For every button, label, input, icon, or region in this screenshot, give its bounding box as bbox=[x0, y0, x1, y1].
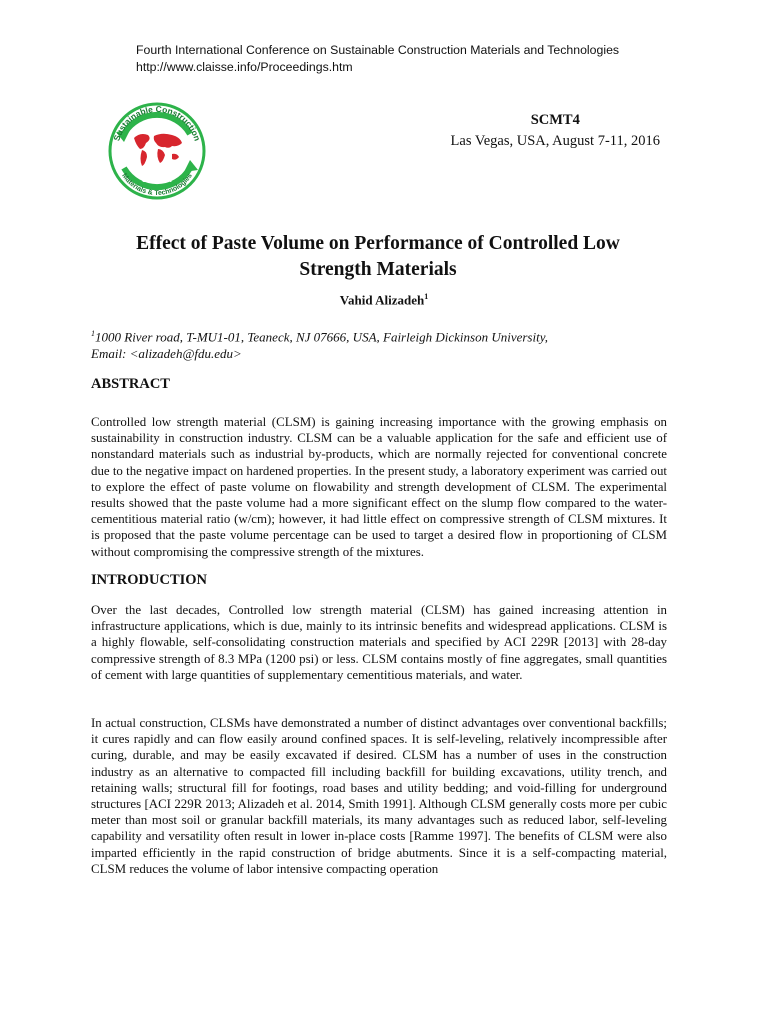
affiliation-address: 1000 River road, T-MU1-01, Teaneck, NJ 07666, USA, Fairleigh Dickinson University, bbox=[95, 329, 549, 345]
venue-location-date: Las Vegas, USA, August 7-11, 2016 bbox=[450, 133, 660, 149]
affiliation-marker: 1 bbox=[91, 329, 95, 338]
author-name bbox=[0, 292, 768, 308]
world-map-icon bbox=[134, 134, 182, 166]
venue-block bbox=[451, 111, 660, 151]
logo-bottom-text: Materials & Technologies bbox=[120, 172, 194, 198]
conference-code: SCMT4 bbox=[530, 112, 580, 128]
logo-top-text: Sustainable Construction bbox=[111, 103, 203, 143]
logo-emblem bbox=[104, 98, 210, 204]
introduction-heading: INTRODUCTION bbox=[91, 572, 208, 588]
paper-title: Effect of Paste Volume on Performance of Controlled Low Strength Materials bbox=[136, 233, 620, 280]
affiliation-email: Email: <alizadeh@fdu.edu> bbox=[91, 346, 242, 362]
logo-letters: SCMT4 bbox=[141, 174, 173, 184]
affiliation bbox=[91, 325, 548, 362]
introduction-paragraph-1: Over the last decades, Controlled low strength material (CLSM) has gained increasing attention in infrastructure applications, which is due, mainly to its intrinsic benefits and widespread applications. CLSM is a highly flowable, self-consolidating construction materials and specified by ACI 229R [2013] with 28-day compressive strength of 8.3 MPa (1200 psi) or less. CLSM contains mostly of fine aggregates, small quantities of cement with large quantities of supplementary cementitious materials, and water. bbox=[91, 603, 667, 682]
introduction-paragraph-2: In actual construction, CLSMs have demonstrated a number of distinct advantages over conventional backfills; it cures rapidly and can flow easily around confined spaces. It is self-leveling, relatively incompressible after curing, durable, and may be easily excavated if desired. CLSM has a number of uses in the construction industry as an alternative to compacted fill including backfill for building excavations, utility trench, and retaining walls; structural fill for footings, road bases and utility bedding; and void-filling for underground structures [ACI 229R 2013; Alizadeh et al. 2014, Smith 1991]. Although CLSM generally costs more per cubic meter than most soil or granular backfill materials, its many advantages such as reduced labor, self-leveling capability and versatility often result in lower in-place costs [Ramme 1997]. The benefits of CLSM were also imparted efficiently in the rapid construction of bridge abutments. Since it is a self-compacting material, CLSM reduces the volume of labor intensive compacting operation bbox=[91, 716, 667, 876]
author-affiliation-marker: 1 bbox=[424, 292, 429, 301]
abstract-paragraph: Controlled low strength material (CLSM) is gaining increasing importance with the growing emphasis on sustainability in construction industry. CLSM can be a valuable application for the safe and efficient use of nonstandard materials such as industrial by-products, which are normally rejected for conventional concrete due to the negative impact on hardened properties. In the present study, a laboratory experiment was carried out to explore the effect of paste volume on flowability and strength development of CLSM. The experimental results showed that the paste volume had a more significant effect on the slump flow compared to the water-cementitious material ratio (w/cm); however, it had little effect on compressive strength of CLSM mixtures. It is proposed that the paste volume percentage can be used to target a desired flow in proportioning of CLSM without compromising the compressive strength of the mixtures. bbox=[91, 415, 667, 559]
author-name-text: Vahid Alizadeh bbox=[339, 292, 425, 308]
conference-name: Fourth International Conference on Sustainable Construction Materials and Technologies bbox=[136, 43, 620, 57]
abstract-heading: ABSTRACT bbox=[91, 376, 170, 392]
conference-logo bbox=[104, 98, 210, 204]
running-header bbox=[136, 42, 619, 76]
proceedings-url[interactable]: http://www.claisse.info/Proceedings.htm bbox=[136, 60, 353, 74]
